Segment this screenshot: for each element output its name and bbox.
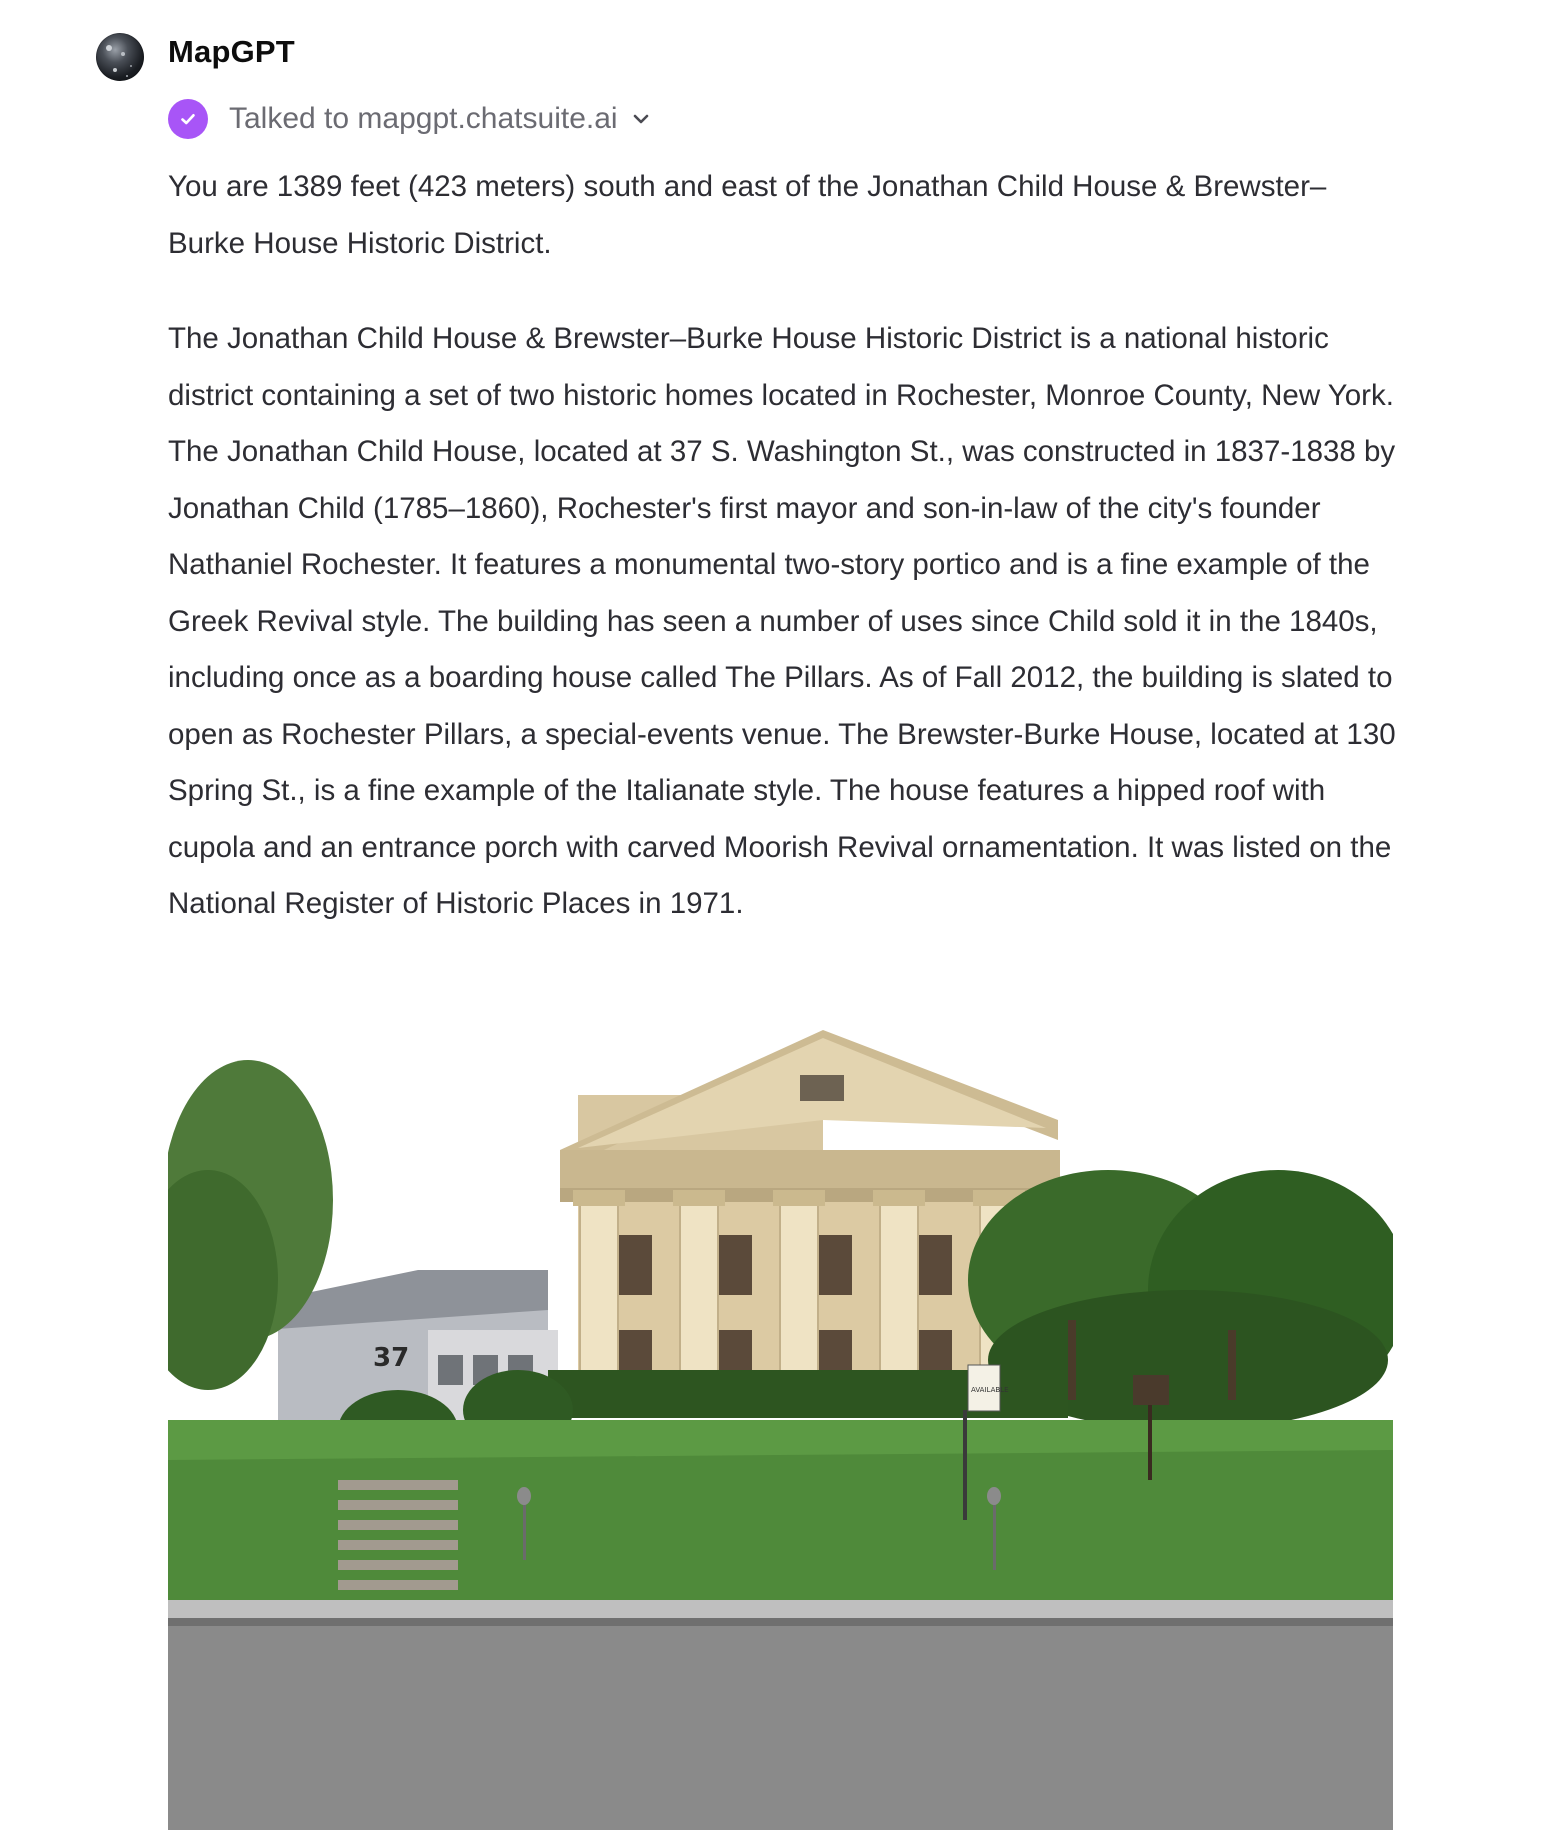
tool-call-label: Talked to mapgpt.chatsuite.ai xyxy=(229,102,618,135)
message-paragraph: You are 1389 feet (423 meters) south and east of the Jonathan Child House & Brewster–Burke House Historic District. xyxy=(168,170,1327,260)
assistant-name: MapGPT xyxy=(168,34,295,69)
building-photo xyxy=(168,1030,1393,1830)
tool-call-toggle[interactable] xyxy=(168,98,650,140)
chevron-down-icon xyxy=(632,113,650,125)
house-number: 37 xyxy=(373,1343,410,1373)
sign-text: AVAILABLE xyxy=(971,1386,1009,1394)
assistant-avatar xyxy=(96,33,144,81)
message-paragraph: The Jonathan Child House & Brewster–Burke House Historic District is a national historic district containing a set of two historic homes located in Rochester, Monroe County, New York. The Jonathan Child House, located at 37 S. Washington St., was constructed in 1837-1838 by Jonathan Child (1785–1860), Rochester's first mayor and son-in-law of the city's founder Nathaniel Rochester. It features a monumental two-story portico and is a fine example of the Greek Revival style. The building has seen a number of uses since Child sold it in the 1840s, including once as a boarding house called The Pillars. As of Fall 2012, the building is slated to open as Rochester Pillars, a special-events venue. The Brewster-Burke House, located at 130 Spring St., is a fine example of the Italianate style. The house features a hipped roof with cupola and an entrance porch with carved Moorish Revival ornamentation. It was listed on the National Register of Historic Places in 1971. xyxy=(168,322,1396,920)
check-icon xyxy=(168,99,208,139)
